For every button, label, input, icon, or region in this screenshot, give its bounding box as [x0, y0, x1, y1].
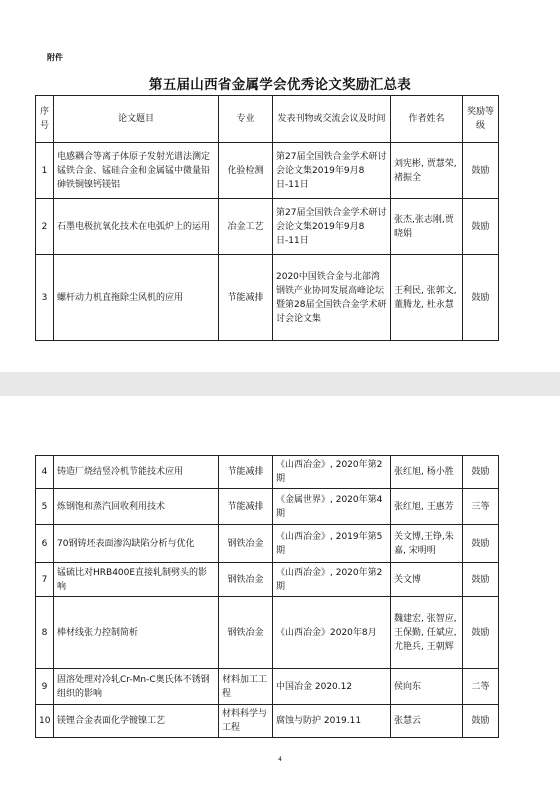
cell-award: 鼓励	[463, 456, 499, 489]
page-number: 4	[278, 756, 282, 763]
page-2	[0, 396, 560, 801]
cell-major: 节能减排	[219, 489, 273, 525]
cell-award: 鼓励	[463, 199, 499, 255]
cell-venue: 第27届全国铁合金学术研讨会论文集2019年9月8日-11日	[273, 199, 391, 255]
cell-no: 1	[36, 143, 54, 199]
header-major: 专业	[219, 96, 273, 143]
cell-venue: 中国冶金 2020.12	[273, 669, 391, 705]
cell-paper: 棒材线张力控制简析	[54, 597, 219, 669]
cell-award: 鼓励	[463, 255, 499, 341]
header-no: 序号	[36, 96, 54, 143]
cell-authors: 张慧云	[391, 705, 463, 738]
cell-venue: 《山西冶金》, 2020年第2期	[273, 456, 391, 489]
cell-major: 钢铁冶金	[219, 597, 273, 669]
cell-no: 10	[36, 705, 54, 738]
cell-major: 化验检测	[219, 143, 273, 199]
table-row	[36, 489, 499, 525]
cell-major: 材料科学与工程	[219, 705, 273, 738]
cell-no: 7	[36, 563, 54, 597]
cell-no: 6	[36, 525, 54, 563]
cell-authors: 王利民, 张郭文, 董腾龙, 杜永慧	[391, 255, 463, 341]
cell-major: 钢铁冶金	[219, 525, 273, 563]
header-award: 奖励等级	[463, 96, 499, 143]
page-title: 第五届山西省金属学会优秀论文奖励汇总表	[148, 77, 412, 93]
cell-venue: 《山西冶金》, 2019年第5期	[273, 525, 391, 563]
cell-no: 9	[36, 669, 54, 705]
table-row	[36, 705, 499, 738]
attachment-label: 附件	[47, 53, 63, 62]
cell-paper: 螺杆动力机直拖除尘风机的应用	[54, 255, 219, 341]
cell-paper: 70钢铸坯表面渗沟缺陷分析与优化	[54, 525, 219, 563]
cell-authors: 关文博	[391, 563, 463, 597]
cell-award: 鼓励	[463, 705, 499, 738]
cell-paper: 锰硫比对HRB400E直接轧制劈头的影响	[54, 563, 219, 597]
table-row	[36, 563, 499, 597]
cell-venue: 2020中国铁合金与北部湾钢铁产业协同发展高峰论坛暨第28届全国铁合金学术研讨会论文集	[273, 255, 391, 341]
table-row	[36, 456, 499, 489]
table-row	[36, 255, 499, 341]
cell-no: 5	[36, 489, 54, 525]
cell-no: 2	[36, 199, 54, 255]
cell-paper: 镁锂合金表面化学镀镍工艺	[54, 705, 219, 738]
cell-authors: 魏建宏, 张智应, 王保勤, 任斌应, 尤艳兵, 王朝辉	[391, 597, 463, 669]
cell-paper: 石墨电极抗氧化技术在电弧炉上的运用	[54, 199, 219, 255]
cell-no: 8	[36, 597, 54, 669]
cell-authors: 侯向东	[391, 669, 463, 705]
cell-venue: 腐蚀与防护 2019.11	[273, 705, 391, 738]
cell-award: 三等	[463, 489, 499, 525]
header-venue: 发表刊物或交流会议及时间	[273, 96, 391, 143]
cell-authors: 刘宪彬, 贾慧荣, 褚振全	[391, 143, 463, 199]
cell-authors: 张红旭, 王惠芳	[391, 489, 463, 525]
cell-no: 3	[36, 255, 54, 341]
cell-venue: 第27届全国铁合金学术研讨会论文集2019年9月8日-11日	[273, 143, 391, 199]
cell-venue: 《山西冶金》, 2020年第2期	[273, 563, 391, 597]
cell-award: 鼓励	[463, 597, 499, 669]
table-row	[36, 669, 499, 705]
cell-award: 鼓励	[463, 143, 499, 199]
awards-table-part-1	[35, 95, 499, 341]
table-row	[36, 597, 499, 669]
cell-paper: 电感耦合等离子体原子发射光谱法测定锰铁合金、锰硅合金和金属锰中微量铅砷铁铜镍钙镁铝	[54, 143, 219, 199]
cell-paper: 炼钢饱和蒸汽回收利用技术	[54, 489, 219, 525]
cell-award: 鼓励	[463, 563, 499, 597]
cell-major: 冶金工艺	[219, 199, 273, 255]
table-row	[36, 143, 499, 199]
cell-venue: 《山西冶金》2020年8月	[273, 597, 391, 669]
header-authors: 作者姓名	[391, 96, 463, 143]
table-row	[36, 525, 499, 563]
cell-major: 钢铁冶金	[219, 563, 273, 597]
cell-paper: 铸造厂烧结竖冷机节能技术应用	[54, 456, 219, 489]
cell-major: 材料加工工程	[219, 669, 273, 705]
cell-authors: 关文博,王铮,朱嘉, 宋明明	[391, 525, 463, 563]
header-paper: 论文题目	[54, 96, 219, 143]
cell-award: 二等	[463, 669, 499, 705]
cell-major: 节能减排	[219, 456, 273, 489]
cell-authors: 张红旭, 杨小胜	[391, 456, 463, 489]
cell-venue: 《金属世界》, 2020年第4期	[273, 489, 391, 525]
cell-award: 鼓励	[463, 525, 499, 563]
awards-table-part-2	[35, 455, 499, 738]
page-1	[0, 0, 560, 372]
table-header-row	[36, 96, 499, 143]
cell-major: 节能减排	[219, 255, 273, 341]
table-row	[36, 199, 499, 255]
cell-paper: 固溶处理对冷轧Cr-Mn-C奥氏体不锈钢组织的影响	[54, 669, 219, 705]
cell-no: 4	[36, 456, 54, 489]
cell-authors: 张杰,张志刚,贾晓娟	[391, 199, 463, 255]
